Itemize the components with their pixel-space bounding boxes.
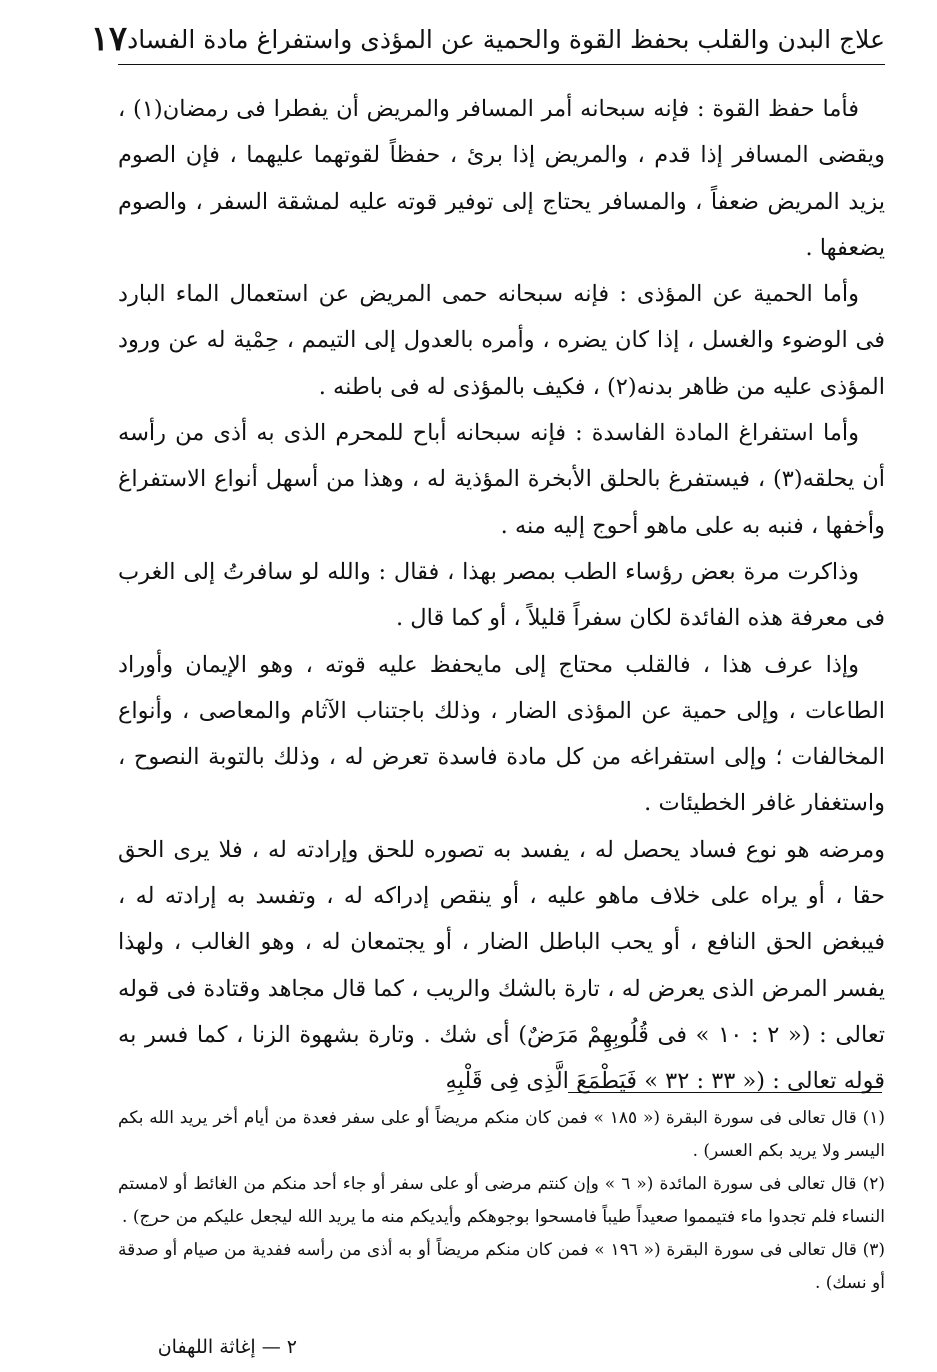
page-number: ١٧ [90, 19, 128, 59]
paragraph: وإذا عرف هذا ، فالقلب محتاج إلى مايحفظ عليه قوته ، وهو الإيمان وأوراد الطاعات ، وإلى حمية عن المؤذى الضار ، وذلك باجتناب الآثام والمعاصى ، وأنواع المخالفات ؛ وإلى استفراغه من كل مادة فاسدة تعرض له ، وذلك بالتوبة النصوح ، واستغفار غافر الخطيئات . [118, 651, 885, 817]
paragraph: وذاكرت مرة بعض رؤساء الطب بمصر بهذا ، فقال : والله لو سافرتُ إلى الغرب فى معرفة هذه الفائدة لكان سفراً قليلاً ، أو كما قال . [118, 558, 885, 632]
paragraph: وأما الحمية عن المؤذى : فإنه سبحانه حمى المريض عن استعمال الماء البارد فى الوضوء والغسل ، إذا كان يضره ، وأمره بالعدول إلى التيمم ، حِمْية له عن ورود المؤذى عليه من ظاهر بدنه(٢) ، فكيف بالمؤذى له فى باطنه . [118, 281, 885, 400]
footnote: (١) قال تعالى فى سورة البقرة (« ١٨٥ » فمن كان منكم مريضاً أو على سفر فعدة من أيام أخر يريد الله بكم اليسر ولا يريد بكم العسر) . [118, 1108, 886, 1161]
header-title: علاج البدن والقلب بحفظ القوة والحمية عن المؤذى واستفراغ مادة الفساد [127, 24, 885, 54]
running-header [90, 14, 885, 65]
signature-footer: ٢ — إغاثة اللهفان [157, 1336, 297, 1358]
paragraph: فأما حفظ القوة : فإنه سبحانه أمر المسافر والمريض أن يفطرا فى رمضان(١) ، ويقضى المسافر إذا قدم ، والمريض إذا برئ ، حفظاً لقوتهما عليهما ، فإن الصوم يزيد المريض ضعفاً ، والمسافر يحتاج إلى توفير قوته عليه لمشقة السفر ، والصوم يضعفها . [118, 96, 885, 261]
footnote-divider [568, 1092, 882, 1093]
footnote: (٣) قال تعالى فى سورة البقرة (« ١٩٦ » فمن كان منكم مريضاً أو به أذى من رأسه ففدية من صيام أو صدقة أو نسك) . [118, 1240, 886, 1293]
footnotes [118, 1102, 885, 1300]
paragraph: وأما استفراغ المادة الفاسدة : فإنه سبحانه أباح للمحرم الذى به أذى من رأسه أن يحلقه(٣) ، فيستفرغ بالحلق الأبخرة المؤذية له ، وهذا من أسهل أنواع الاستفراغ وأخفها ، فنبه به على ماهو أحوج إليه منه . [118, 420, 885, 539]
main-text [118, 86, 885, 1105]
footnote: (٢) قال تعالى فى سورة المائدة (« ٦ » وإن كنتم مرضى أو على سفر أو جاء أحد منكم من الغائط أو لامستم النساء فلم تجدوا ماء فتيمموا صعيداً طيباً فامسحوا بوجوهكم وأيديكم منه ما يريد الله ليجعل عليكم من حرج) . [118, 1174, 885, 1227]
paragraph: ومرضه هو نوع فساد يحصل له ، يفسد به تصوره للحق وإرادته له ، فلا يرى الحق حقا ، أو يراه على خلاف ماهو عليه ، أو ينقص إدراكه له ، وتفسد به إرادته له ، فيبغض الحق النافع ، أو يحب الباطل الضار ، أو يجتمعان له ، وهو الغالب ، ولهذا يفسر المرض الذى يعرض له ، تارة بالشك والريب ، كما قال مجاهد وقتادة فى قوله تعالى : (« ٢ : ١٠ » فى قُلُوبِهِمْ مَرَضٌ) أى شك . وتارة بشهوة الزنا ، كما فسر به قوله تعالى : (« ٣٣ : ٣٢ » فَيَطْمَعَ الَّذِى فِى قَلْبِهِ [118, 836, 885, 1095]
